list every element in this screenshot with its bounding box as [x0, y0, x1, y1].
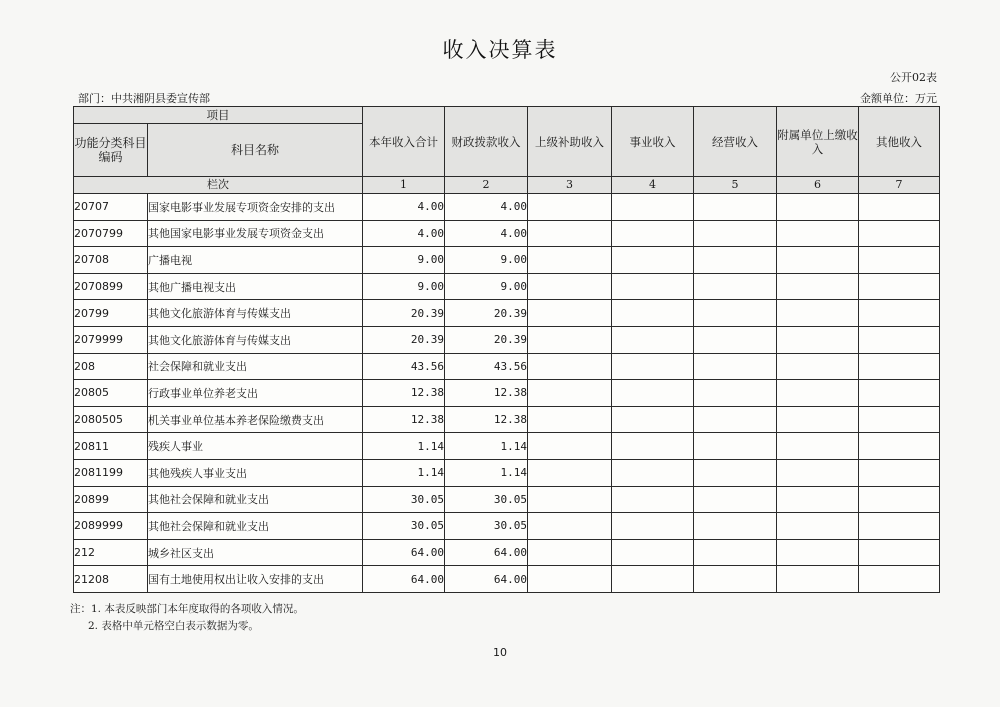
total-income-cell: 64.00 [363, 539, 445, 566]
other-income-cell [859, 380, 940, 407]
affiliate-income-cell [777, 220, 859, 247]
subject-name-cell: 残疾人事业 [148, 433, 363, 460]
fiscal-income-cell: 4.00 [445, 194, 528, 221]
business-income-cell [612, 459, 694, 486]
affiliate-income-cell [777, 406, 859, 433]
col-header-superior-subsidy: 上级补助收入 [528, 107, 612, 177]
table-row [74, 433, 940, 460]
total-income-cell: 12.38 [363, 380, 445, 407]
table-row [74, 273, 940, 300]
subject-name-cell: 其他广播电视支出 [148, 273, 363, 300]
operating-income-cell [694, 353, 777, 380]
operating-income-cell [694, 194, 777, 221]
subject-code-cell: 2081199 [74, 459, 148, 486]
total-income-cell: 4.00 [363, 194, 445, 221]
footnote-2: 2. 表格中单元格空白表示数据为零。 [88, 620, 259, 632]
total-income-cell: 9.00 [363, 273, 445, 300]
subject-code-cell: 2070799 [74, 220, 148, 247]
superior-subsidy-cell [528, 513, 612, 540]
total-income-cell: 20.39 [363, 300, 445, 327]
other-income-cell [859, 406, 940, 433]
fiscal-income-cell: 43.56 [445, 353, 528, 380]
col-header-other: 其他收入 [859, 107, 940, 177]
total-income-cell: 30.05 [363, 513, 445, 540]
total-income-cell: 64.00 [363, 566, 445, 593]
total-income-cell: 4.00 [363, 220, 445, 247]
subject-code-cell: 212 [74, 539, 148, 566]
col-index-label: 栏次 [74, 177, 363, 194]
fiscal-income-cell: 9.00 [445, 273, 528, 300]
other-income-cell [859, 459, 940, 486]
affiliate-income-cell [777, 539, 859, 566]
col-index-2: 2 [445, 177, 528, 194]
superior-subsidy-cell [528, 380, 612, 407]
table-row [74, 353, 940, 380]
func-code-header: 功能分类科目编码 [74, 124, 148, 177]
col-index-7: 7 [859, 177, 940, 194]
table-row [74, 380, 940, 407]
subject-name-cell: 其他文化旅游体育与传媒支出 [148, 300, 363, 327]
department-label: 部门：中共湘阴县委宣传部 [78, 92, 210, 105]
other-income-cell [859, 273, 940, 300]
superior-subsidy-cell [528, 300, 612, 327]
operating-income-cell [694, 406, 777, 433]
superior-subsidy-cell [528, 194, 612, 221]
form-code: 公开02表 [890, 71, 937, 84]
other-income-cell [859, 486, 940, 513]
subject-code-cell: 20805 [74, 380, 148, 407]
table-row [74, 326, 940, 353]
affiliate-income-cell [777, 380, 859, 407]
other-income-cell [859, 194, 940, 221]
subject-code-cell: 2089999 [74, 513, 148, 540]
operating-income-cell [694, 459, 777, 486]
subject-code-cell: 2080505 [74, 406, 148, 433]
subject-code-cell: 2070899 [74, 273, 148, 300]
other-income-cell [859, 566, 940, 593]
superior-subsidy-cell [528, 273, 612, 300]
operating-income-cell [694, 539, 777, 566]
superior-subsidy-cell [528, 406, 612, 433]
affiliate-income-cell [777, 247, 859, 274]
subject-code-cell: 2079999 [74, 326, 148, 353]
report-title: 收入决算表 [442, 38, 558, 62]
subject-name-cell: 社会保障和就业支出 [148, 353, 363, 380]
superior-subsidy-cell [528, 220, 612, 247]
affiliate-income-cell [777, 300, 859, 327]
col-header-total: 本年收入合计 [363, 107, 445, 177]
subject-name-cell: 城乡社区支出 [148, 539, 363, 566]
total-income-cell: 9.00 [363, 247, 445, 274]
other-income-cell [859, 539, 940, 566]
table-row [74, 220, 940, 247]
fiscal-income-cell: 12.38 [445, 380, 528, 407]
subject-name-header: 科目名称 [148, 124, 363, 177]
affiliate-income-cell [777, 486, 859, 513]
business-income-cell [612, 353, 694, 380]
table-row [74, 459, 940, 486]
superior-subsidy-cell [528, 539, 612, 566]
business-income-cell [612, 433, 694, 460]
other-income-cell [859, 326, 940, 353]
business-income-cell [612, 539, 694, 566]
operating-income-cell [694, 300, 777, 327]
subject-code-cell: 20811 [74, 433, 148, 460]
superior-subsidy-cell [528, 247, 612, 274]
other-income-cell [859, 247, 940, 274]
fiscal-income-cell: 20.39 [445, 326, 528, 353]
fiscal-income-cell: 9.00 [445, 247, 528, 274]
business-income-cell [612, 220, 694, 247]
fiscal-income-cell: 12.38 [445, 406, 528, 433]
subject-code-cell: 208 [74, 353, 148, 380]
subject-name-cell: 其他文化旅游体育与传媒支出 [148, 326, 363, 353]
business-income-cell [612, 566, 694, 593]
superior-subsidy-cell [528, 486, 612, 513]
fiscal-income-cell: 20.39 [445, 300, 528, 327]
col-index-3: 3 [528, 177, 612, 194]
table-row [74, 406, 940, 433]
subject-code-cell: 21208 [74, 566, 148, 593]
subject-code-cell: 20899 [74, 486, 148, 513]
operating-income-cell [694, 326, 777, 353]
total-income-cell: 30.05 [363, 486, 445, 513]
subject-name-cell: 行政事业单位养老支出 [148, 380, 363, 407]
fiscal-income-cell: 1.14 [445, 459, 528, 486]
other-income-cell [859, 433, 940, 460]
subject-name-cell: 其他国家电影事业发展专项资金支出 [148, 220, 363, 247]
affiliate-income-cell [777, 194, 859, 221]
subject-code-cell: 20799 [74, 300, 148, 327]
affiliate-income-cell [777, 433, 859, 460]
fiscal-income-cell: 64.00 [445, 566, 528, 593]
operating-income-cell [694, 247, 777, 274]
subject-name-cell: 机关事业单位基本养老保险缴费支出 [148, 406, 363, 433]
business-income-cell [612, 380, 694, 407]
col-index-5: 5 [694, 177, 777, 194]
col-index-6: 6 [777, 177, 859, 194]
operating-income-cell [694, 380, 777, 407]
operating-income-cell [694, 513, 777, 540]
total-income-cell: 12.38 [363, 406, 445, 433]
total-income-cell: 43.56 [363, 353, 445, 380]
operating-income-cell [694, 433, 777, 460]
affiliate-income-cell [777, 326, 859, 353]
fiscal-income-cell: 1.14 [445, 433, 528, 460]
amount-unit-label: 金额单位：万元 [860, 92, 937, 105]
operating-income-cell [694, 486, 777, 513]
subject-name-cell: 其他社会保障和就业支出 [148, 486, 363, 513]
total-income-cell: 20.39 [363, 326, 445, 353]
business-income-cell [612, 326, 694, 353]
fiscal-income-cell: 64.00 [445, 539, 528, 566]
col-header-affiliate: 附属单位上缴收入 [777, 107, 859, 177]
subject-name-cell: 其他残疾人事业支出 [148, 459, 363, 486]
total-income-cell: 1.14 [363, 433, 445, 460]
income-table [73, 106, 940, 593]
col-header-fiscal: 财政拨款收入 [445, 107, 528, 177]
affiliate-income-cell [777, 513, 859, 540]
subject-name-cell: 广播电视 [148, 247, 363, 274]
total-income-cell: 1.14 [363, 459, 445, 486]
business-income-cell [612, 194, 694, 221]
other-income-cell [859, 220, 940, 247]
other-income-cell [859, 300, 940, 327]
operating-income-cell [694, 220, 777, 247]
col-header-operating: 经营收入 [694, 107, 777, 177]
business-income-cell [612, 513, 694, 540]
business-income-cell [612, 247, 694, 274]
business-income-cell [612, 273, 694, 300]
superior-subsidy-cell [528, 566, 612, 593]
affiliate-income-cell [777, 459, 859, 486]
other-income-cell [859, 353, 940, 380]
subject-name-cell: 其他社会保障和就业支出 [148, 513, 363, 540]
project-header: 项目 [74, 107, 363, 124]
footnote-1: 注：1. 本表反映部门本年度取得的各项收入情况。 [70, 603, 304, 615]
table-row [74, 539, 940, 566]
operating-income-cell [694, 566, 777, 593]
table-row [74, 247, 940, 274]
superior-subsidy-cell [528, 326, 612, 353]
fiscal-income-cell: 30.05 [445, 486, 528, 513]
business-income-cell [612, 406, 694, 433]
affiliate-income-cell [777, 566, 859, 593]
subject-code-cell: 20707 [74, 194, 148, 221]
fiscal-income-cell: 30.05 [445, 513, 528, 540]
col-index-4: 4 [612, 177, 694, 194]
superior-subsidy-cell [528, 433, 612, 460]
col-header-business: 事业收入 [612, 107, 694, 177]
fiscal-income-cell: 4.00 [445, 220, 528, 247]
superior-subsidy-cell [528, 459, 612, 486]
business-income-cell [612, 300, 694, 327]
table-row [74, 566, 940, 593]
subject-code-cell: 20708 [74, 247, 148, 274]
col-index-1: 1 [363, 177, 445, 194]
superior-subsidy-cell [528, 353, 612, 380]
subject-name-cell: 国家电影事业发展专项资金安排的支出 [148, 194, 363, 221]
footnotes [70, 601, 304, 635]
table-row [74, 513, 940, 540]
affiliate-income-cell [777, 353, 859, 380]
page-number: 10 [493, 646, 507, 659]
affiliate-income-cell [777, 273, 859, 300]
operating-income-cell [694, 273, 777, 300]
business-income-cell [612, 486, 694, 513]
table-row [74, 194, 940, 221]
table-row [74, 486, 940, 513]
table-row [74, 300, 940, 327]
other-income-cell [859, 513, 940, 540]
subject-name-cell: 国有土地使用权出让收入安排的支出 [148, 566, 363, 593]
